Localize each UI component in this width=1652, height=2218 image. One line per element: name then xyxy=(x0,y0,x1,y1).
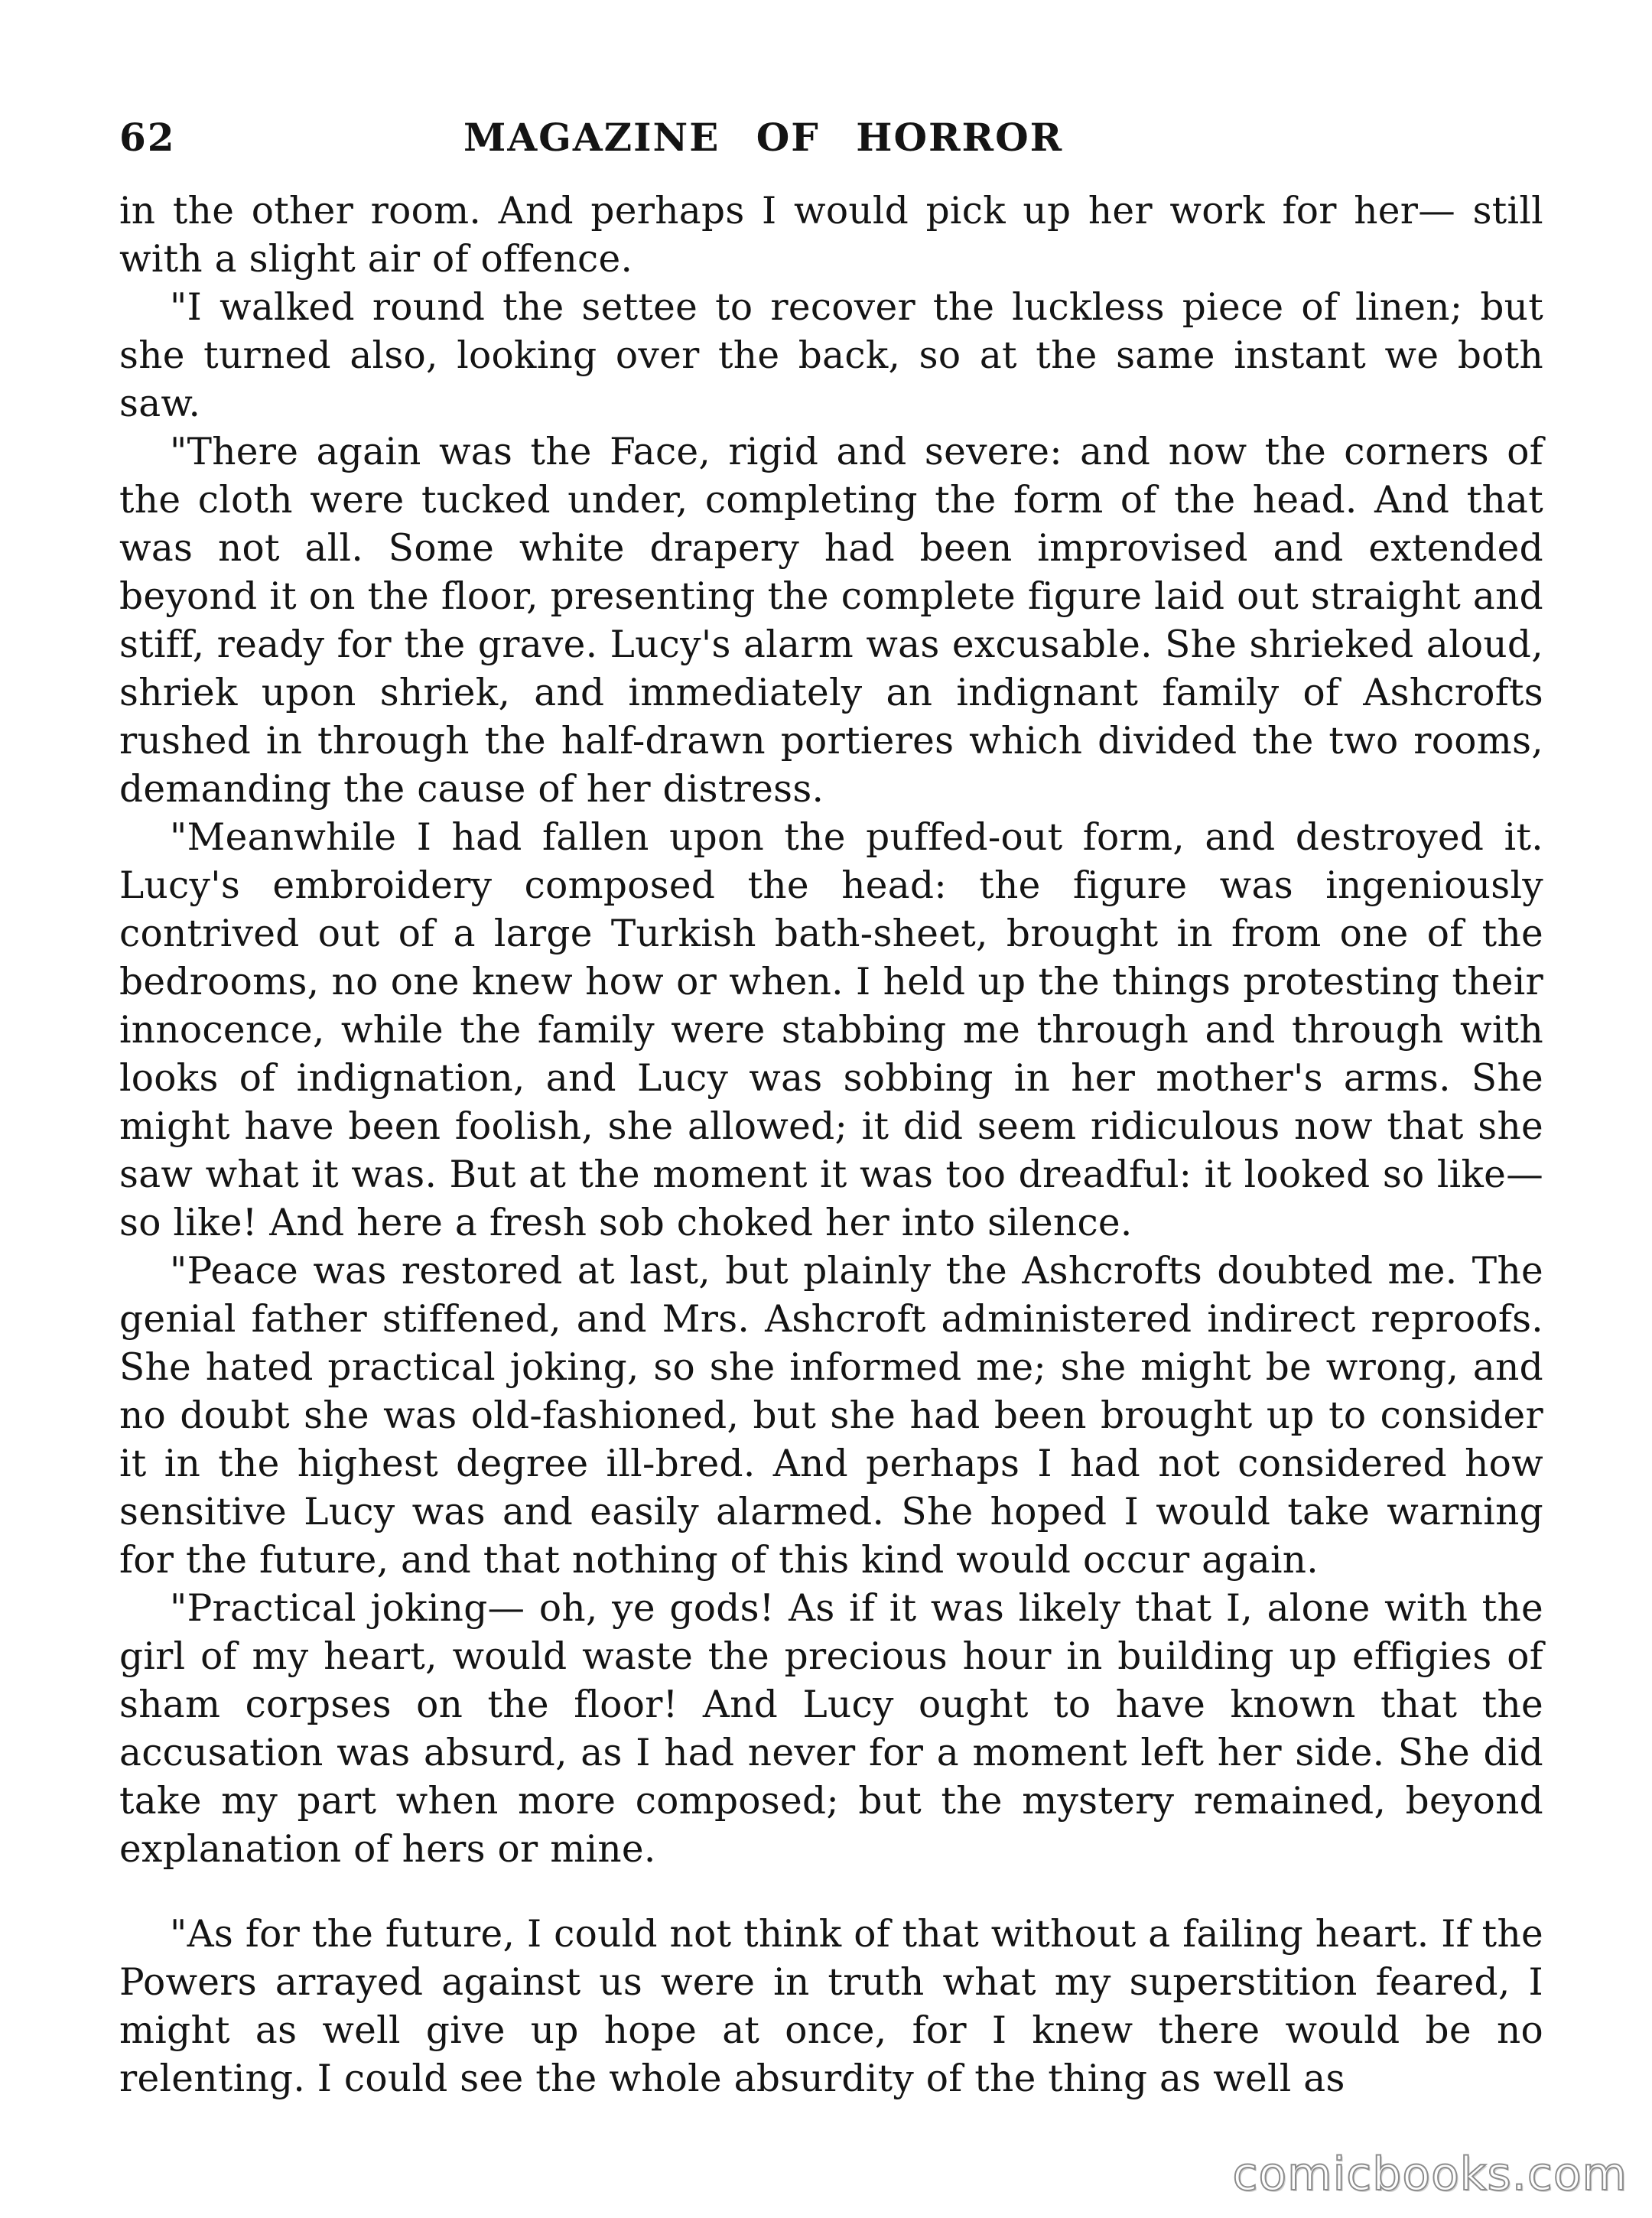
paragraph: in the other room. And perhaps I would pick up her work for her— still with a slight air of offence. xyxy=(119,190,1543,281)
paragraph: "There again was the Face, rigid and severe: and now the corners of the cloth were tucked under, completing the form of the head. And that was not all. Some white drapery had been improvised and extended beyond it on the floor, presenting the complete figure laid out straight and stiff, ready for the grave. Lucy's alarm was excusable. She shrieked aloud, shriek upon shriek, and immediately an indignant family of Ashcrofts rushed in through the half-drawn portieres which divided the two rooms, demanding the cause of her distress. xyxy=(119,431,1543,811)
paragraph: "Practical joking— oh, ye gods! As if it was likely that I, alone with the girl of my heart, would waste the precious hour in building up effigies of sham corpses on the floor! And Lucy ought to have known that the accusation was absurd, as I had never for a moment left her side. She did take my part when more composed; but the mystery remained, beyond explanation of hers or mine. xyxy=(119,1587,1543,1871)
page-number: 62 xyxy=(119,115,176,160)
paragraph: "I walked round the settee to recover the luckless piece of linen; but she turned also, looking over the back, so at the same instant we both saw. xyxy=(119,286,1543,425)
site-watermark: comicbooks.com xyxy=(1232,2148,1628,2201)
running-title: MAGAZINE OF HORROR xyxy=(463,115,1064,160)
paragraph: "Meanwhile I had fallen upon the puffed-out form, and destroyed it. Lucy's embroidery composed the head: the figure was ingeniously contrived out of a large Turkish bath-sheet, brought in from one of the bedrooms, no one knew how or when. I held up the things protesting their innocence, while the family were stabbing me through and through with looks of indignation, and Lucy was sobbing in her mother's arms. She might have been foolish, she allowed; it did seem ridiculous now that she saw what it was. But at the moment it was too dreadful: it looked so like— so like! And here a fresh sob choked her into silence. xyxy=(119,816,1543,1244)
paragraph: "Peace was restored at last, but plainly the Ashcrofts doubted me. The genial father stiffened, and Mrs. Ashcroft administered indirect reproofs. She hated practical joking, so she informed me; she might be wrong, and no doubt she was old-fashioned, but she had been brought up to consider it in the highest degree ill-bred. And perhaps I had not considered how sensitive Lucy was and easily alarmed. She hoped I would take warning for the future, and that nothing of this kind would occur again. xyxy=(119,1250,1543,1582)
paragraph: "As for the future, I could not think of that without a failing heart. If the Powers arrayed against us were in truth what my superstition feared, I might as well give up hope at once, for I knew there would be no relenting. I could see the whole absurdity of the thing as well as xyxy=(119,1913,1543,2100)
story-text xyxy=(119,187,1543,2103)
page-header xyxy=(119,115,1543,176)
